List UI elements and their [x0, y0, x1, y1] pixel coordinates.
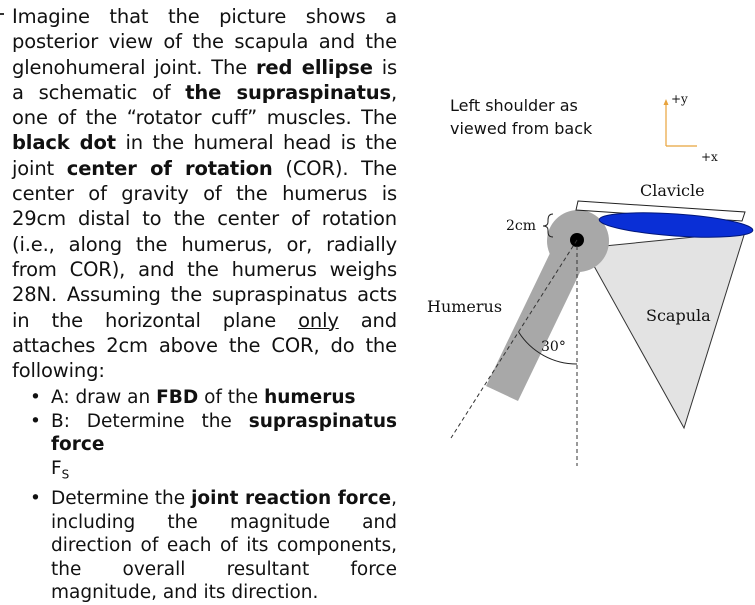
angle-label: 30°: [541, 339, 566, 355]
scapula-shape: [584, 232, 745, 428]
y-axis-arrowhead: [664, 99, 669, 105]
view-caption-line1: Left shoulder as: [450, 96, 578, 115]
view-caption-line2: viewed from back: [450, 119, 593, 138]
task-b: • B: Determine the supraspinatus force $F_S$: [30, 410, 397, 487]
problem-paragraph: Imagine that the picture shows a posterior view of the scapula and the glenohumeral joint. The red ellipse is a schematic of the supraspinatus, one of the “rotator cuff” muscles. The black dot in the humeral head is the joint center of rotation (COR). The center of gravity of the humerus is 29cm distal to the center of rotation (i.e., along the humerus, or, radially from COR), and the humerus weighs 28N. Assuming the supraspinatus acts in the horizontal plane only and attaches 2cm above the COR, do the following:: [12, 5, 397, 383]
clavicle-label: Clavicle: [640, 181, 705, 200]
x-axis-label: +x: [701, 150, 718, 164]
dimension-label: 2cm: [506, 218, 537, 234]
task-a: • A: draw an FBD of the humerus: [30, 386, 397, 410]
y-axis-label: +y: [671, 92, 688, 106]
axes-icon: [664, 92, 719, 164]
humerus-label: Humerus: [427, 297, 503, 316]
scapula-label: Scapula: [646, 306, 711, 325]
task-c: • Determine the joint reaction force, including the magnitude and direction of each of its components, the overall resultant force magnitude, and its direction.: [30, 487, 397, 605]
